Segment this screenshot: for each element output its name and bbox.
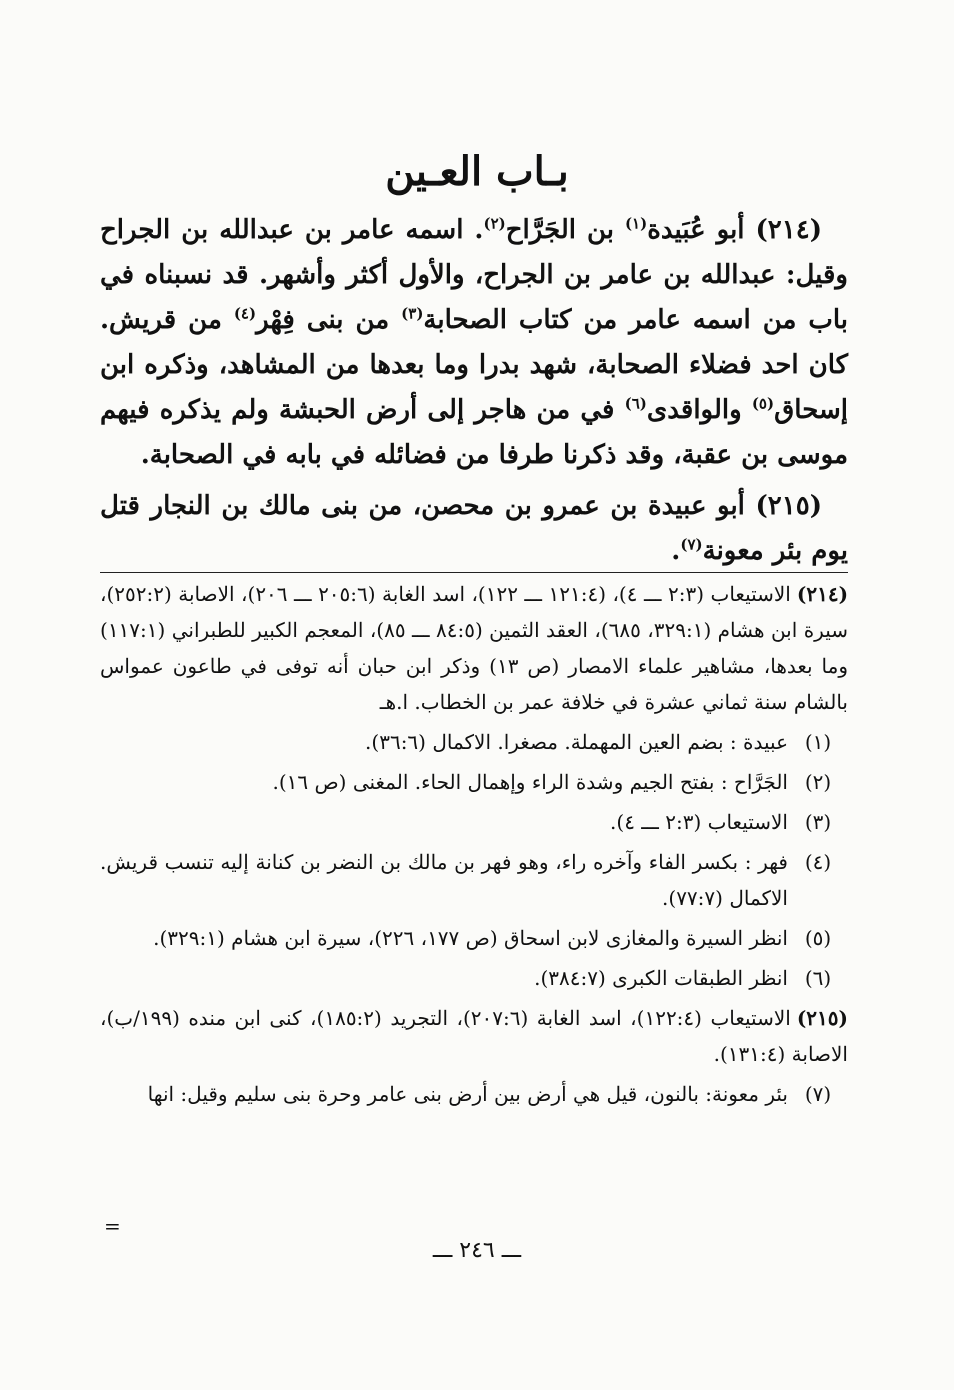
- source-note-text: الاستيعاب (٢:٣ ـــ ٤)، (١٢١:٤ ـــ ١٢٢)، اسد الغابة (٢٠٥:٦ ـــ ٢٠٦)، الاصابة (٢٥٢:٢)، سيرة ابن هشام (٣٢٩:١، ٦٨٥)، العقد الثمين (٨٤:٥ ـــ ٨٥)، المعجم الكبير للطبراني (١١٧:١) وما بعدها، مشاهير علماء الامصار (ص ١٣) وذكر ابن حبان أنه توفى في طاعون عمواس بالشام سنة ثماني عشرة في خلافة عمر بن الخطاب. ا.هـ: [100, 582, 849, 714]
- chapter-title: بـاب العـين: [385, 148, 569, 195]
- entry-text: (٢١٤) أبو عُبَيدة: [647, 215, 822, 245]
- footnote-text: الجَرَّاح : بفتح الجيم وشدة الراء وإهمال الحاء. المغنى (ص ١٦).: [272, 770, 788, 794]
- entry-paragraph: [100, 484, 848, 574]
- footnote-marker: (٢): [483, 214, 506, 233]
- footnote-number: (٢): [804, 770, 832, 794]
- footnote-text: فهر : بكسر الفاء وآخره راء، وهو فهر بن مالك بن النضر بن كنانة إليه تنسب قريش. الاكمال (٧٧:٧).: [100, 850, 788, 910]
- source-note: [100, 1000, 848, 1072]
- entry-text: بن الجَرَّاح: [505, 215, 625, 245]
- main-text: [100, 208, 848, 580]
- footnote: [100, 1076, 848, 1112]
- footnote-marker: (١): [624, 214, 648, 233]
- entry-text: . اسمه عامر بن عبدالله بن الجراح وقيل: عبدالله بن عامر بن الجراح، والأول أكثر وأشهر. قد نسبناه في باب من اسمه عامر من كتاب الصحابة: [100, 215, 848, 335]
- footnote-number: (١): [804, 730, 832, 754]
- footnote-number: (٦): [804, 966, 832, 990]
- footnote: [100, 844, 848, 916]
- footnote-marker: (٧): [680, 535, 703, 554]
- entry-text: (٢١٥) أبو عبيدة بن عمرو بن محصن، من بنى مالك بن النجار قتل يوم بئر معونة: [100, 491, 848, 566]
- entry-text: .: [671, 536, 681, 566]
- source-note-number: (٢١٥): [796, 1006, 848, 1030]
- page-number: ـــ ٢٤٦ ـــ: [432, 1238, 522, 1263]
- footnote-number: (٥): [804, 926, 832, 950]
- footnote-text: عبيدة : بضم العين المهملة. مصغرا. الاكمال (٣٦:٦).: [365, 730, 788, 754]
- continuation-mark: =: [104, 1214, 121, 1238]
- footnote-marker: (٦): [624, 394, 647, 413]
- footnote-number: (٧): [804, 1082, 832, 1106]
- footnote-text: انظر السيرة والمغازى لابن اسحاق (ص ١٧٧، ٢٢٦)، سيرة ابن هشام (٣٢٩:١).: [153, 926, 788, 950]
- footnotes: [100, 576, 848, 1116]
- entry-text: من بنى فِهْر: [256, 305, 402, 335]
- entry-text: والواقدى: [646, 395, 752, 425]
- source-note-number: (٢١٤): [796, 582, 849, 606]
- source-note: [100, 576, 848, 720]
- source-note-text: الاستيعاب (١٢٢:٤)، اسد الغابة (٢٠٧:٦)، التجريد (١٨٥:٢)، كنى ابن منده (١٩٩/ب)، الاصابة (١٣١:٤).: [100, 1006, 848, 1066]
- footnote: [100, 764, 848, 800]
- footnote-text: الاستيعاب (٢:٣ ـــ ٤).: [610, 810, 788, 834]
- footnote-separator: [100, 572, 848, 573]
- footnote-number: (٤): [804, 850, 832, 874]
- entry-text: من قريش. كان احد فضلاء الصحابة، شهد بدرا وما بعدها من المشاهد، وذكره ابن إسحاق: [100, 305, 848, 425]
- footnote-marker: (٣): [401, 304, 424, 323]
- footnote: [100, 960, 848, 996]
- footnote-number: (٣): [804, 810, 832, 834]
- footnote: [100, 920, 848, 956]
- footnote-text: انظر الطبقات الكبرى (٣٨٤:٧).: [534, 966, 788, 990]
- footnote-marker: (٥): [751, 394, 775, 413]
- footnote: [100, 724, 848, 760]
- footnote-marker: (٤): [233, 304, 257, 323]
- entry-text: في من هاجر إلى أرض الحبشة ولم يذكره فيهم موسى بن عقبة، وقد ذكرنا طرفا من فضائله في بابه في الصحابة.: [100, 395, 848, 470]
- footnote: [100, 804, 848, 840]
- footnote-text: بئر معونة: بالنون، قيل هي أرض بين أرض بنى عامر وحرة بنى سليم وقيل: انها: [147, 1082, 788, 1106]
- entry-paragraph: [100, 208, 848, 478]
